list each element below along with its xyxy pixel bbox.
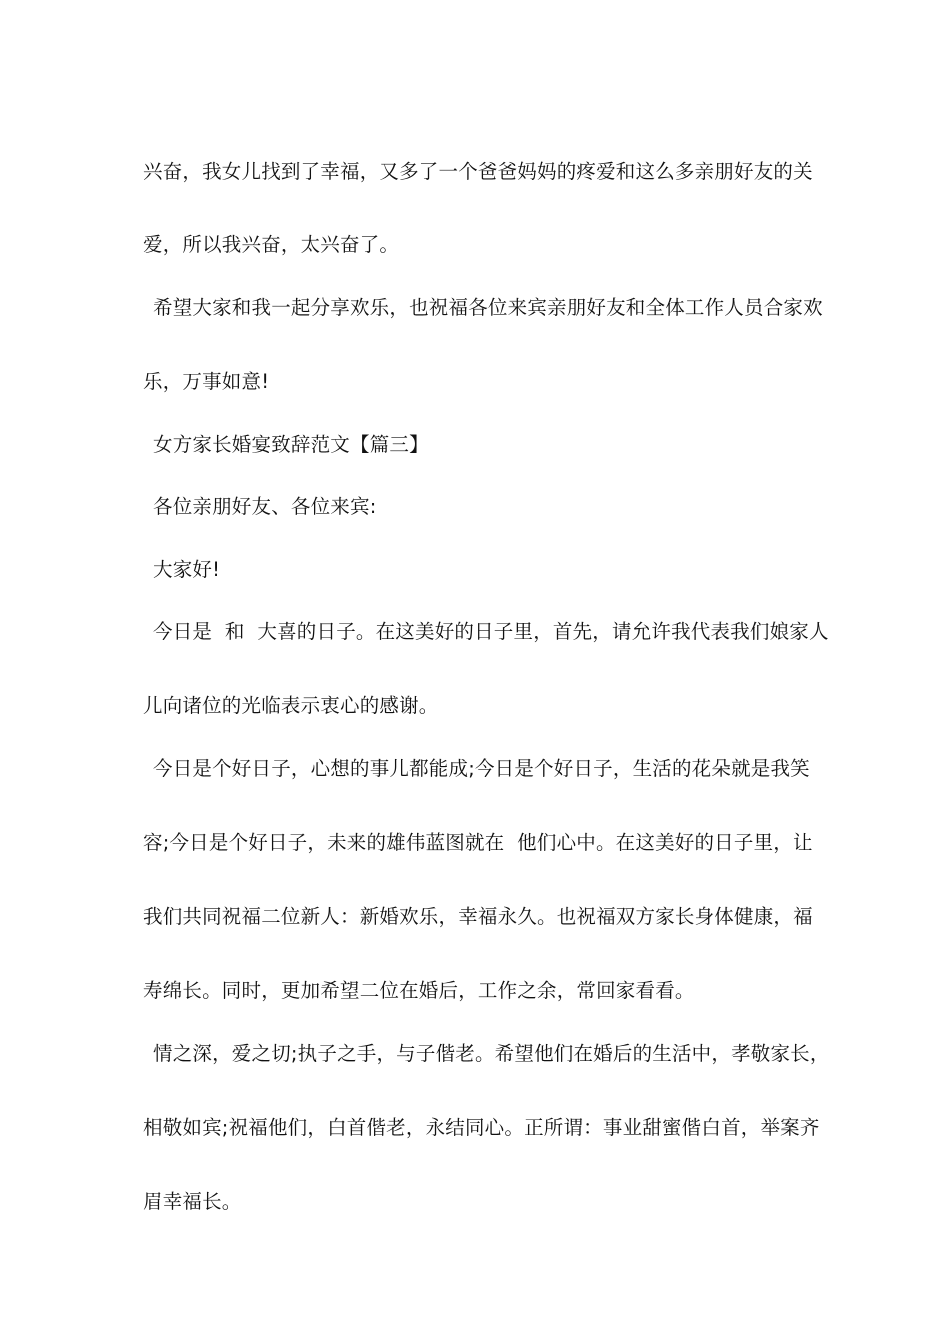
paragraph-line: 爱，所以我兴奋，太兴奋了。 xyxy=(143,232,400,256)
paragraph-line: 眉幸福长。 xyxy=(143,1189,242,1213)
greeting-line: 大家好! xyxy=(153,557,221,581)
paragraph-line: 乐，万事如意! xyxy=(143,369,270,393)
paragraph-line: 今日是 和 大喜的日子。在这美好的日子里，首先，请允许我代表我们娘家人 xyxy=(153,619,829,643)
paragraph-line: 相敬如宾;祝福他们，白首偕老，永结同心。正所谓：事业甜蜜偕白首，举案齐 xyxy=(143,1115,820,1139)
paragraph-line: 寿绵长。同时，更加希望二位在婚后，工作之余，常回家看看。 xyxy=(143,978,695,1002)
paragraph-line: 儿向诸位的光临表示衷心的感谢。 xyxy=(143,693,439,717)
paragraph-line: 希望大家和我一起分享欢乐，也祝福各位来宾亲朋好友和全体工作人员合家欢 xyxy=(153,295,823,319)
section-heading: 女方家长婚宴致辞范文【篇三】 xyxy=(153,432,429,456)
paragraph-line: 情之深，爱之切;执子之手，与子偕老。希望他们在婚后的生活中，孝敬家长， xyxy=(153,1041,830,1065)
paragraph-line: 兴奋，我女儿找到了幸福，又多了一个爸爸妈妈的疼爱和这么多亲朋好友的关 xyxy=(143,159,813,183)
paragraph-line: 我们共同祝福二位新人：新婚欢乐，幸福永久。也祝福双方家长身体健康，福 xyxy=(143,904,813,928)
paragraph-line: 容;今日是个好日子，未来的雄伟蓝图就在 他们心中。在这美好的日子里，让 xyxy=(143,830,813,854)
paragraph-line: 今日是个好日子，心想的事儿都能成;今日是个好日子，生活的花朵就是我笑 xyxy=(153,756,810,780)
salutation-line: 各位亲朋好友、各位来宾: xyxy=(153,494,377,518)
